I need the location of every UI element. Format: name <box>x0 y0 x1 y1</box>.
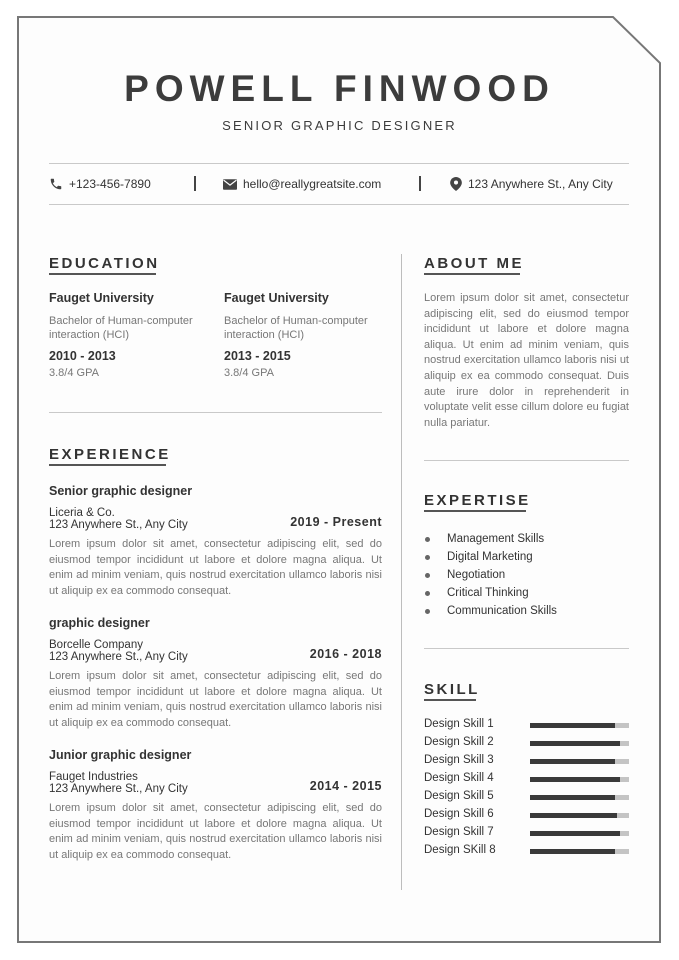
email-address: hello@reallygreatsite.com <box>243 177 382 191</box>
list-item <box>424 530 644 548</box>
job-position: graphic designer <box>49 616 150 630</box>
about-divider <box>424 460 629 461</box>
experience-entry <box>49 616 382 731</box>
skill-bar-track <box>530 795 629 800</box>
job-position: Junior graphic designer <box>49 748 192 762</box>
list-item <box>424 566 644 584</box>
skill-row <box>424 790 634 808</box>
contact-separator <box>419 176 421 191</box>
phone-icon <box>49 177 63 191</box>
gpa: 3.8/4 GPA <box>224 367 274 379</box>
location-pin-icon <box>450 177 462 191</box>
skill-label: Design Skill 7 <box>424 826 494 838</box>
skill-label: Design Skill 5 <box>424 790 494 802</box>
school-name: Fauget University <box>224 291 329 305</box>
company-name: Fauget Industries <box>49 771 138 783</box>
list-item <box>424 602 644 620</box>
education-heading-underline <box>49 273 156 275</box>
skill-heading-underline <box>424 699 476 701</box>
skill-bar-track <box>530 777 629 782</box>
about-heading-underline <box>424 273 520 275</box>
column-divider <box>401 254 402 890</box>
skill-bar-fill <box>530 777 620 782</box>
education-entry <box>49 291 209 379</box>
job-description: Lorem ipsum dolor sit amet, consectetur adipiscing elit, sed do eiusmod tempor incididunt ut labore et dolore magna aliqua. Ut enim ad minim veniam, quis nostrud exercitation ullamco laboris nisi ut aliquip ex ea commodo consequat. <box>49 802 382 861</box>
job-title: SENIOR GRAPHIC DESIGNER <box>222 118 457 133</box>
job-description: Lorem ipsum dolor sit amet, consectetur adipiscing elit, sed do eiusmod tempor incididunt ut labore et dolore magna aliqua. Ut enim ad minim veniam, quis nostrud exercitation ullamco laboris nisi ut aliquip ex ea commodo consequat. <box>49 538 382 597</box>
expertise-heading: EXPERTISE <box>424 492 531 509</box>
job-description: Lorem ipsum dolor sit amet, consectetur adipiscing elit, sed do eiusmod tempor incididunt ut labore et dolore magna aliqua. Ut enim ad minim veniam, quis nostrud exercitation ullamco laboris nisi ut aliquip ex ea commodo consequat. <box>49 670 382 729</box>
skill-row <box>424 844 634 862</box>
street-address: 123 Anywhere St., Any City <box>468 177 613 191</box>
contact-address <box>450 177 613 191</box>
job-period: 2014 - 2015 <box>309 779 382 793</box>
bullet-icon <box>425 591 430 596</box>
bullet-icon <box>425 609 430 614</box>
skill-bar-fill <box>530 813 617 818</box>
education-years: 2010 - 2013 <box>49 349 116 363</box>
experience-entry <box>49 484 382 599</box>
gpa: 3.8/4 GPA <box>49 367 99 379</box>
skill-label: Design Skill 1 <box>424 718 494 730</box>
job-period: 2016 - 2018 <box>309 647 382 661</box>
list-item <box>424 584 644 602</box>
bullet-icon <box>425 573 430 578</box>
contact-separator <box>194 176 196 191</box>
job-period: 2019 - Present <box>290 515 382 529</box>
skill-label: Design Skill 3 <box>424 754 494 766</box>
expertise-heading-underline <box>424 510 526 512</box>
expertise-item: Digital Marketing <box>447 551 533 563</box>
email-icon <box>223 179 237 190</box>
education-entry <box>224 291 384 379</box>
candidate-name: POWELL FINWOOD <box>124 68 555 109</box>
experience-entry <box>49 748 382 863</box>
about-text: Lorem ipsum dolor sit amet, consectetur adipiscing elit, sed do eiusmod tempor incididunt ut labore et dolore magna aliqua. Ut enim ad minim veniam, quis nostrud exercitation ullamco laboris nisi ut aliquip ex ea commodo consequat. Duis aute irure dolor in reprehenderit in voluptate velit esse cillum dolore eu fugiat nulla pariatur. <box>424 292 629 429</box>
skill-row <box>424 772 634 790</box>
skill-heading: SKILL <box>424 681 480 698</box>
education-divider <box>49 412 382 413</box>
expertise-item: Management Skills <box>447 533 545 545</box>
about-heading: ABOUT ME <box>424 255 524 272</box>
skill-bar-track <box>530 813 629 818</box>
contact-email[interactable] <box>223 177 381 191</box>
skill-bar-track <box>530 741 629 746</box>
experience-heading-underline <box>49 464 166 466</box>
job-position: Senior graphic designer <box>49 484 193 498</box>
skill-label: Design SKill 8 <box>424 844 496 856</box>
school-name: Fauget University <box>49 291 154 305</box>
skill-bar-fill <box>530 741 620 746</box>
skill-label: Design Skill 2 <box>424 736 494 748</box>
expertise-list <box>424 530 644 620</box>
expertise-item: Negotiation <box>447 569 506 581</box>
skill-bar-fill <box>530 831 620 836</box>
education-heading: EDUCATION <box>49 255 160 272</box>
skill-row <box>424 826 634 844</box>
expertise-divider <box>424 648 629 649</box>
skill-label: Design Skill 6 <box>424 808 494 820</box>
company-address: 123 Anywhere St., Any City <box>49 651 188 663</box>
degree: Bachelor of Human-computer interaction (HCI) <box>224 315 368 341</box>
skill-row <box>424 718 634 736</box>
header-divider-top <box>49 163 629 164</box>
education-years: 2013 - 2015 <box>224 349 291 363</box>
bullet-icon <box>425 555 430 560</box>
skill-bar-track <box>530 831 629 836</box>
expertise-item: Communication Skills <box>447 605 557 617</box>
skill-bar-fill <box>530 795 615 800</box>
experience-heading: EXPERIENCE <box>49 446 171 463</box>
skill-bar-fill <box>530 849 615 854</box>
company-name: Liceria & Co. <box>49 507 115 519</box>
phone-number: +123-456-7890 <box>69 177 151 191</box>
skill-bar-fill <box>530 759 615 764</box>
skill-bar-track <box>530 759 629 764</box>
skill-row <box>424 754 634 772</box>
expertise-item: Critical Thinking <box>447 587 529 599</box>
skill-bar-fill <box>530 723 615 728</box>
skill-bar-track <box>530 723 629 728</box>
company-name: Borcelle Company <box>49 639 143 651</box>
skill-label: Design Skill 4 <box>424 772 494 784</box>
contact-phone[interactable] <box>49 177 151 191</box>
skill-bar-track <box>530 849 629 854</box>
company-address: 123 Anywhere St., Any City <box>49 783 188 795</box>
skill-row <box>424 808 634 826</box>
company-address: 123 Anywhere St., Any City <box>49 519 188 531</box>
degree: Bachelor of Human-computer interaction (HCI) <box>49 315 193 341</box>
header-divider-bottom <box>49 204 629 205</box>
skill-row <box>424 736 634 754</box>
list-item <box>424 548 644 566</box>
bullet-icon <box>425 537 430 542</box>
